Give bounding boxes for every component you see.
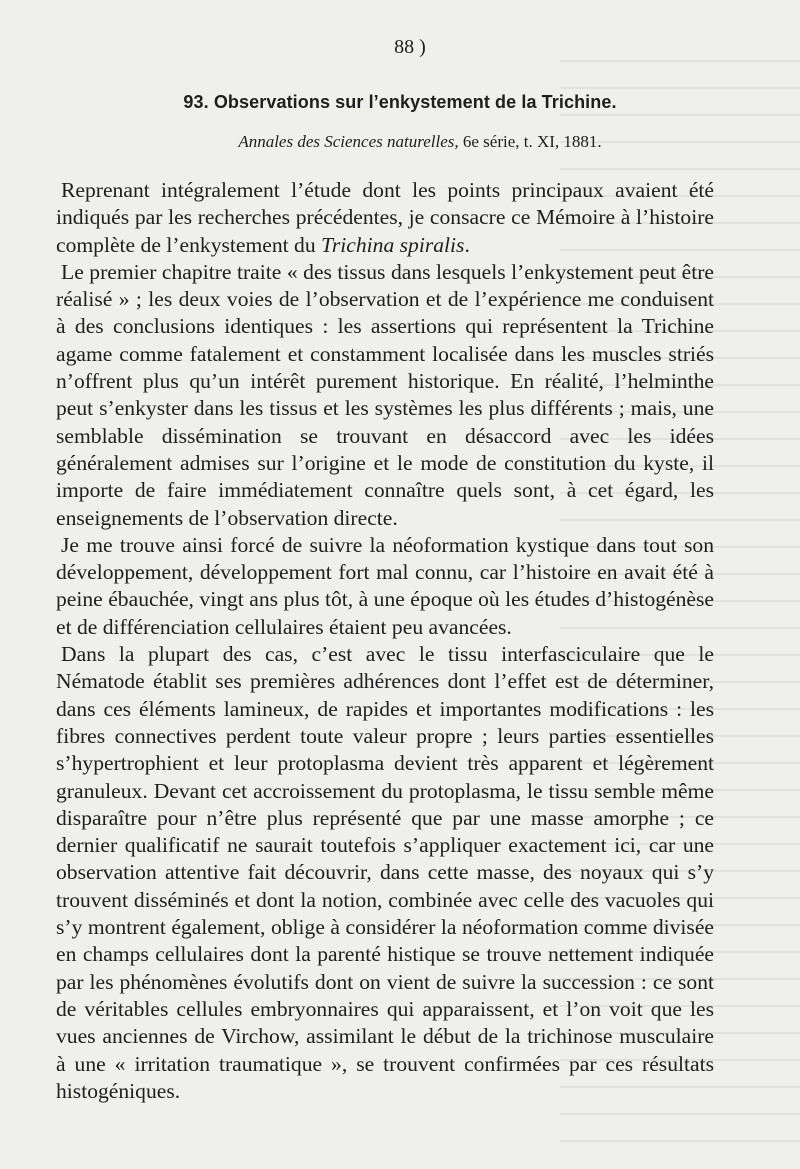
- paragraph-1-end: .: [464, 232, 470, 257]
- citation-journal: Annales des Sciences naturelles,: [238, 132, 459, 151]
- page-number: 88 ): [394, 36, 426, 58]
- body-text: [56, 177, 714, 1105]
- species-name: Trichina spiralis: [321, 232, 465, 257]
- citation-details: 6e série, t. XI, 1881.: [458, 132, 602, 151]
- paragraph-4: Dans la plupart des cas, c’est avec le tissu interfasciculaire que le Nématode établit ses premières adhérences dont l’effet est de déterminer, dans ces éléments lamineux, de rapides et importantes modifications : les fibres connectives perdent toute valeur propre ; leurs parties essentielles s’hypertrophient et leur protoplasma devient très apparent et légèrement granuleux. Devant cet accroissement du protoplasma, le tissu semble même disparaître pour n’être plus représenté que par une masse amorphe ; ce dernier qualificatif ne saurait toutefois s’appliquer exactement ici, car une observation attentive fait découvrir, dans cette masse, des noyaux qui s’y trouvent disséminés et dont la notion, combinée avec celle des vacuoles qui s’y montrent également, oblige à considérer la néoformation comme divisée en champs cellulaires dont la parenté histique se trouve nettement indiquée par les phénomènes évolutifs dont on vient de suivre la succession : ce sont de véritables cellules embryonnaires qui apparaissent, et l’on voit que les vues anciennes de Virchow, assimilant le début de la trichinose musculaire à une « irritation traumatique », se trouvent confirmées par ces résultats histogéniques.: [56, 642, 714, 1103]
- paragraph-2: Le premier chapitre traite « des tissus dans lesquels l’enkystement peut être réalisé » ; les deux voies de l’observation et de l’expérience me conduisent à des conclusions identiques : les assertions qui représentent la Trichine agame comme fatalement et constamment localisée dans les muscles striés n’offrent plus qu’un intérêt purement historique. En réalité, l’helminthe peut s’enkyster dans les tissus et les systèmes les plus différents ; mais, une semblable dissémination se trouvant en désaccord avec les idées généralement admises sur l’origine et le mode de constitution du kyste, il importe de faire immédiatement connaître quels sont, à cet égard, les enseignements de l’observation directe.: [56, 259, 714, 530]
- citation: [0, 132, 800, 152]
- paragraph-1-text: Reprenant intégralement l’étude dont les points principaux avaient été indiqués par les recherches précédentes, je consacre ce Mémoire à l’histoire complète de l’enkystement du: [56, 178, 714, 257]
- paragraph-3: Je me trouve ainsi forcé de suivre la néoformation kystique dans tout son développement, développement fort mal connu, car l’histoire en avait été à peine ébauchée, vingt ans plus tôt, à une époque où les études d’histogénèse et de différenciation cellulaires étaient peu avancées.: [56, 532, 714, 639]
- paragraph-1: [56, 177, 714, 259]
- section-heading: 93. Observations sur l’enkystement de la Trichine.: [183, 92, 617, 112]
